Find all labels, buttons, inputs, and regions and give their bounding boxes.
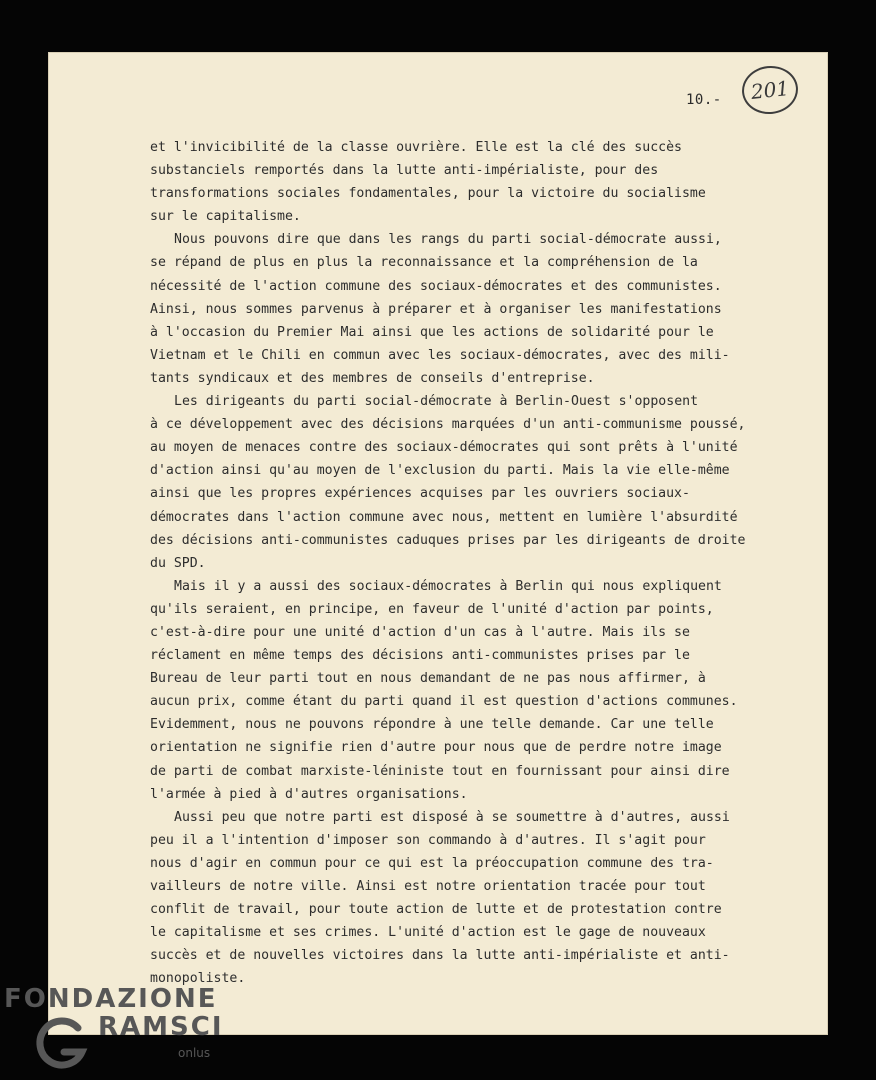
text-line: Evidemment, nous ne pouvons répondre à une telle demande. Car une telle <box>150 717 714 733</box>
text-line: Aussi peu que notre parti est disposé à se soumettre à d'autres, aussi <box>174 809 730 825</box>
text-line: démocrates dans l'action commune avec nous, mettent en lumière l'absurdité <box>150 509 738 525</box>
text-line: d'action ainsi qu'au moyen de l'exclusion du parti. Mais la vie elle-même <box>150 463 730 479</box>
text-line: monopoliste. <box>150 971 246 987</box>
text-line: le capitalisme et ses crimes. L'unité d'action est le gage de nouveaux <box>150 925 706 941</box>
text-line: nous d'agir en commun pour ce qui est la préoccupation commune des tra- <box>150 855 714 871</box>
text-line: du SPD. <box>150 555 206 571</box>
watermark-line-2: RAMSCI <box>98 1012 224 1042</box>
fondazione-gramsci-watermark <box>4 984 224 1080</box>
text-line: conflit de travail, pour toute action de lutte et de protestation contre <box>150 902 722 918</box>
text-line: l'armée à pied à d'autres organisations. <box>150 786 468 802</box>
document-body <box>150 136 762 990</box>
gramsci-g-logo-icon <box>34 1014 92 1072</box>
text-line: Ainsi, nous sommes parvenus à préparer et à organiser les manifestations <box>150 301 722 317</box>
text-line: se répand de plus en plus la reconnaissance et la compréhension de la <box>150 255 698 271</box>
text-line: orientation ne signifie rien d'autre pour nous que de perdre notre image <box>150 740 722 756</box>
watermark-line-3: onlus <box>178 1046 211 1060</box>
text-line: vailleurs de notre ville. Ainsi est notre orientation tracée pour tout <box>150 879 706 894</box>
text-line: Bureau de leur parti tout en nous demandant de ne pas nous affirmer, à <box>150 671 706 687</box>
text-line: de parti de combat marxiste-léniniste tout en fournissant pour ainsi dire <box>150 763 730 779</box>
folio-stamp: 201 <box>740 63 801 117</box>
text-line: tants syndicaux et des membres de conseils d'entreprise. <box>150 370 595 386</box>
text-line: à ce développement avec des décisions marquées d'un anti-communisme poussé, <box>150 417 746 433</box>
text-line: à l'occasion du Premier Mai ainsi que les actions de solidarité pour le <box>150 324 714 340</box>
text-line: Les dirigeants du parti social-démocrate à Berlin-Ouest s'opposent <box>174 394 699 410</box>
text-line: substanciels remportés dans la lutte anti-impérialiste, pour des <box>150 163 659 179</box>
text-line: aucun prix, comme étant du parti quand il est question d'actions communes. <box>150 694 738 710</box>
text-line: qu'ils seraient, en principe, en faveur de l'unité d'action par points, <box>150 601 714 617</box>
text-line: au moyen de menaces contre des sociaux-démocrates qui sont prêts à l'unité <box>150 440 738 456</box>
text-line: Nous pouvons dire que dans les rangs du parti social-démocrate aussi, <box>174 232 722 248</box>
text-line: des décisions anti-communistes caduques prises par les dirigeants de droite <box>150 532 746 548</box>
text-line: c'est-à-dire pour une unité d'action d'un cas à l'autre. Mais ils se <box>150 624 690 640</box>
text-line: Vietnam et le Chili en commun avec les sociaux-démocrates, avec des mili- <box>150 347 730 363</box>
text-line: peu il a l'intention d'imposer son commando à d'autres. Il s'agit pour <box>150 832 706 848</box>
text-line: ainsi que les propres expériences acquises par les ouvriers sociaux- <box>150 486 690 502</box>
page-number: 10.- <box>686 92 722 108</box>
text-line: réclament en même temps des décisions anti-communistes prises par le <box>150 648 690 664</box>
watermark-line-1: FONDAZIONE <box>4 984 218 1014</box>
text-line: nécessité de l'action commune des sociaux-démocrates et des communistes. <box>150 278 722 294</box>
text-line: succès et de nouvelles victoires dans la lutte anti-impérialiste et anti- <box>150 948 730 964</box>
text-line: et l'invicibilité de la classe ouvrière. Elle est la clé des succès <box>150 140 682 155</box>
text-line: transformations sociales fondamentales, pour la victoire du socialisme <box>150 186 706 202</box>
text-line: sur le capitalisme. <box>150 209 301 225</box>
text-line: Mais il y a aussi des sociaux-démocrates à Berlin qui nous expliquent <box>174 578 722 594</box>
